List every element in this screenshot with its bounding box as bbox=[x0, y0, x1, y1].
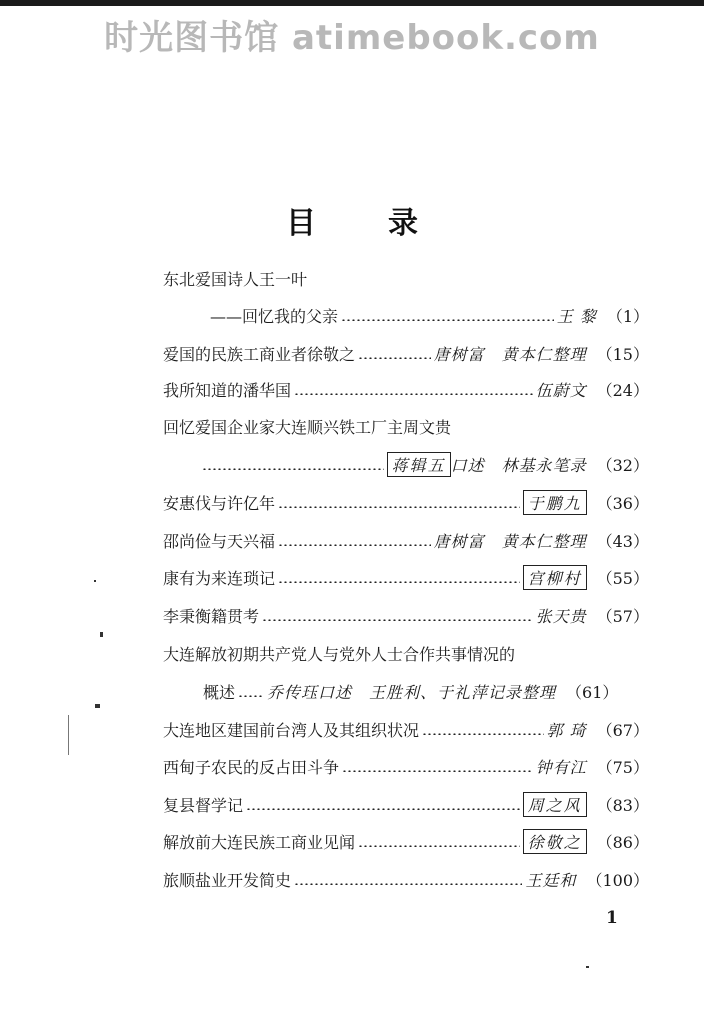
toc-entry bbox=[163, 751, 649, 781]
entry-title: 李秉衡籍贯考 bbox=[163, 606, 260, 626]
leader-dots bbox=[358, 845, 520, 847]
entry-author-boxed: 徐敬之 bbox=[523, 829, 587, 854]
entry-page: （100） bbox=[586, 870, 649, 890]
leader-dots bbox=[294, 393, 533, 395]
toc-entry bbox=[163, 600, 649, 630]
toc-entry bbox=[163, 411, 649, 441]
leader-dots bbox=[278, 506, 520, 508]
toc-entry bbox=[163, 714, 649, 744]
toc-entry bbox=[163, 864, 649, 894]
toc-entry bbox=[199, 449, 649, 479]
entry-page: （75） bbox=[596, 757, 649, 777]
entry-title: 大连解放初期共产党人与党外人士合作共事情况的 bbox=[163, 644, 516, 664]
entry-page: （67） bbox=[596, 720, 649, 740]
toc-entry bbox=[163, 263, 649, 293]
page-top-edge bbox=[0, 0, 704, 6]
entry-author: 唐树富 黄本仁整理 bbox=[433, 531, 587, 551]
scan-speck bbox=[95, 704, 100, 708]
scan-speck bbox=[100, 632, 103, 637]
entry-page: （57） bbox=[596, 606, 649, 626]
leader-dots bbox=[341, 319, 554, 321]
entry-author-boxed: 于鹏九 bbox=[523, 490, 587, 515]
entry-title: ——回忆我的父亲 bbox=[210, 306, 339, 326]
entry-author: 乔传珏口述 王胜利、于礼萍记录整理 bbox=[267, 682, 557, 702]
entry-author-boxed: 蒋辑五 bbox=[387, 452, 451, 477]
entry-author: 王 黎 bbox=[556, 306, 597, 326]
entry-page: （83） bbox=[596, 795, 649, 815]
entry-page: （86） bbox=[596, 832, 649, 852]
page-number: 1 bbox=[606, 908, 618, 928]
leader-dots bbox=[278, 581, 520, 583]
leader-dots bbox=[342, 770, 533, 772]
toc-entry bbox=[163, 487, 649, 517]
entry-title: 我所知道的潘华国 bbox=[163, 380, 292, 400]
toc-entry bbox=[163, 562, 649, 592]
toc-entry bbox=[163, 525, 649, 555]
entry-author-boxed: 周之风 bbox=[523, 792, 587, 817]
scan-speck bbox=[94, 580, 96, 582]
entry-author: 钟有江 bbox=[535, 757, 587, 777]
leader-dots bbox=[422, 733, 544, 735]
entry-author: 伍蔚文 bbox=[535, 380, 587, 400]
leader-dots bbox=[238, 695, 264, 697]
scan-speck bbox=[586, 966, 589, 968]
entry-page: （24） bbox=[596, 380, 649, 400]
entry-page: （36） bbox=[596, 493, 649, 513]
entry-page: （32） bbox=[596, 455, 649, 475]
leader-dots bbox=[278, 544, 431, 546]
leader-dots bbox=[358, 357, 431, 359]
entry-title: 西甸子农民的反占田斗争 bbox=[163, 757, 340, 777]
entry-page: （43） bbox=[596, 531, 649, 551]
entry-page: （1） bbox=[606, 306, 649, 326]
entry-title: 解放前大连民族工商业见闻 bbox=[163, 832, 356, 852]
entry-title: 大连地区建国前台湾人及其组织状况 bbox=[163, 720, 420, 740]
page-title: 目录 bbox=[286, 206, 490, 241]
entry-title: 复县督学记 bbox=[163, 795, 244, 815]
entry-title: 安惠伐与许亿年 bbox=[163, 493, 276, 513]
entry-author: 口述 林基永笔录 bbox=[450, 455, 587, 475]
leader-dots bbox=[246, 808, 520, 810]
entry-title: 邵尚俭与天兴福 bbox=[163, 531, 276, 551]
entry-author: 王廷和 bbox=[525, 870, 577, 890]
entry-author: 唐树富 黄本仁整理 bbox=[433, 344, 587, 364]
toc-entry bbox=[163, 638, 649, 668]
toc-entry bbox=[163, 826, 649, 856]
toc-entry bbox=[163, 374, 649, 404]
toc-entry bbox=[163, 338, 649, 368]
toc-entry bbox=[203, 676, 649, 706]
entry-title: 旅顺盐业开发简史 bbox=[163, 870, 292, 890]
leader-dots bbox=[262, 619, 533, 621]
entry-title: 回忆爱国企业家大连顺兴铁工厂主周文贵 bbox=[163, 417, 452, 437]
toc-entry bbox=[210, 300, 649, 330]
entry-title: 概述 bbox=[203, 682, 236, 702]
entry-title: 爱国的民族工商业者徐敬之 bbox=[163, 344, 356, 364]
scan-mark bbox=[68, 715, 69, 755]
entry-title: 东北爱国诗人王一叶 bbox=[163, 269, 308, 289]
toc-entry bbox=[163, 789, 649, 819]
entry-author-boxed: 宫柳村 bbox=[523, 565, 587, 590]
entry-page: （61） bbox=[566, 682, 619, 702]
leader-dots bbox=[202, 468, 384, 470]
entry-author: 郭 琦 bbox=[546, 720, 587, 740]
entry-page: （55） bbox=[596, 568, 649, 588]
entry-page: （15） bbox=[596, 344, 649, 364]
entry-title: 康有为来连琐记 bbox=[163, 568, 276, 588]
entry-author: 张天贵 bbox=[535, 606, 587, 626]
leader-dots bbox=[294, 883, 522, 885]
watermark: 时光图书馆 atimebook.com bbox=[104, 18, 600, 58]
